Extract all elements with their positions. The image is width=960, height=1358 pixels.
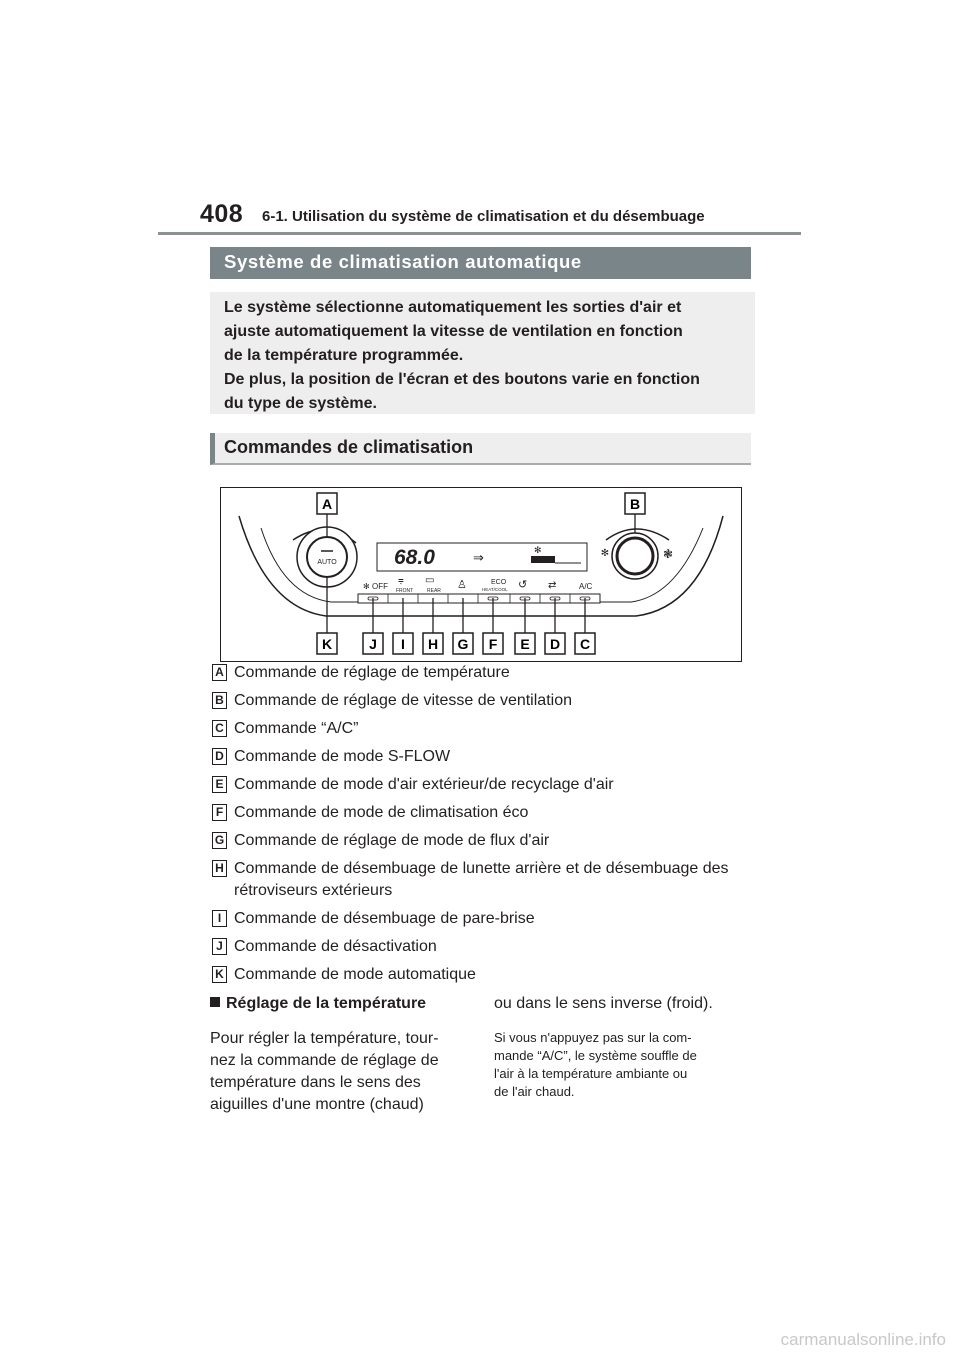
legend-letter: D [212,748,227,765]
header-rule [158,232,801,235]
legend-text: Commande de mode d'air extérieur/de recyclage d'air [234,776,614,793]
legend-item [212,802,772,824]
legend-letter: C [212,720,227,737]
fan-knob [612,533,658,579]
display-fan-icon: ✻ [534,545,542,555]
callout-E [515,633,535,654]
note-line: mande “A/C”, le système souffle de [494,1048,697,1063]
legend-letter: K [212,966,227,983]
page-number: 408 [200,200,244,228]
legend-item [212,662,772,684]
front-defog-icon: ⩦ [398,575,404,586]
watermark: carmanualsonline.info [780,1330,946,1349]
callout-J [363,633,383,654]
callout-F-label: F [488,636,498,652]
fan-high-icon: ❃ [662,547,674,561]
temp-section-note [494,1029,756,1101]
off-button-icon: ✻ [363,582,370,591]
rear-defog-icon: ▭ [425,575,435,586]
s-flow-icon: ⇄ [548,580,557,591]
legend-text: Commande de réglage de mode de flux d'air [234,832,550,849]
legend-text: Commande de désactivation [234,938,437,955]
legend-text: Commande de mode S-FLOW [234,748,451,765]
auto-button [307,537,347,577]
rear-label: REAR [427,588,441,594]
off-label: OFF [372,582,388,591]
note-line: Si vous n'appuyez pas sur la com- [494,1030,692,1045]
callout-D-label: D [549,636,561,652]
legend-letter: H [212,860,227,877]
legend-item [212,858,772,902]
callout-H [423,633,443,654]
subsection-title: Commandes de climatisation [224,437,474,457]
square-bullet-icon [210,997,220,1007]
intro-line: De plus, la position de l'écran et des boutons varie en fonction [224,371,700,388]
body-line: aiguilles d'une montre (chaud) [210,1096,424,1113]
temp-section-heading [210,992,475,1016]
note-line: de l'air chaud. [494,1084,575,1099]
controls-legend [212,662,772,992]
callout-B [625,493,645,514]
display-temperature: 68.0 [394,546,435,569]
callout-leaders [327,514,635,633]
climate-panel-drawing [221,488,743,663]
display-fan-level [531,556,555,563]
callout-G-label: G [457,636,469,652]
callout-C-label: C [579,636,591,652]
auto-label: AUTO [317,559,337,566]
callout-D [545,633,565,654]
section-title-bar [210,247,751,279]
legend-letter: I [212,910,227,927]
note-line: l'air à la température ambiante ou [494,1066,688,1081]
legend-letter: J [212,938,227,955]
legend-item [212,690,772,712]
intro-box [210,292,755,414]
buttons-strip [358,594,600,603]
legend-letter: B [212,692,227,709]
legend-text: Commande de désembuage de lunette arrière et de désembuage des rétroviseurs extérieurs [234,860,729,899]
subsection-title-bar [210,433,751,465]
callout-F [483,633,503,654]
legend-item [212,830,772,852]
callout-E-label: E [520,636,530,652]
intro-line: de la température programmée. [224,347,464,364]
body-line: température dans le sens des [210,1074,421,1091]
legend-text: Commande de réglage de température [234,664,510,681]
intro-line: du type de système. [224,395,377,412]
callout-A-label: A [321,496,333,512]
heat-cool-label: HEAT/COOL [482,587,508,592]
callout-J-label: J [369,636,377,652]
legend-text: Commande de réglage de vitesse de ventilation [234,692,572,709]
airflow-mode-icon: ♙ [457,579,467,591]
legend-letter: A [212,664,227,681]
legend-item [212,964,772,986]
ac-label: A/C [579,582,593,591]
intro-line: Le système sélectionne automatiquement les sorties d'air et [224,299,682,316]
legend-item [212,936,772,958]
body-line: Pour régler la température, tour- [210,1030,439,1047]
front-label: FRONT [396,588,414,594]
temp-section-continued: ou dans le sens inverse (froid). [494,995,713,1012]
callout-I-label: I [401,636,405,652]
intro-line: ajuste automatiquement la vitesse de ventilation en fonction [224,323,683,340]
legend-text: Commande “A/C” [234,720,359,737]
legend-letter: F [212,804,227,821]
legend-item [212,774,772,796]
fan-low-icon: ✻ [600,548,610,559]
callout-K-label: K [321,636,333,652]
section-title: Système de climatisation automatique [224,251,582,272]
callout-I [393,633,413,654]
running-title: 6-1. Utilisation du système de climatisation et du désembuage [262,208,705,225]
callout-B-label: B [629,496,641,512]
legend-item [212,746,772,768]
display-airflow-icon: ⇒ [473,550,484,565]
callout-C [575,633,595,654]
eco-label: ECO [491,579,507,586]
temp-section-right-column [494,992,756,1101]
legend-item [212,908,772,930]
temp-section-left-column [210,992,475,1116]
climate-panel-figure [220,487,742,662]
callout-A [317,493,337,514]
legend-text: Commande de mode de climatisation éco [234,804,529,821]
legend-letter: E [212,776,227,793]
legend-letter: G [212,832,227,849]
temp-section-body [210,1028,475,1116]
recirculation-icon: ↺ [518,579,528,591]
callout-K [317,633,337,654]
legend-text: Commande de désembuage de pare-brise [234,910,535,927]
intro-text [210,292,755,416]
legend-text: Commande de mode automatique [234,966,476,983]
callout-H-label: H [427,636,439,652]
body-line: nez la commande de réglage de [210,1052,439,1069]
callout-G [453,633,473,654]
legend-item [212,718,772,740]
temp-heading-text: Réglage de la température [226,995,427,1012]
